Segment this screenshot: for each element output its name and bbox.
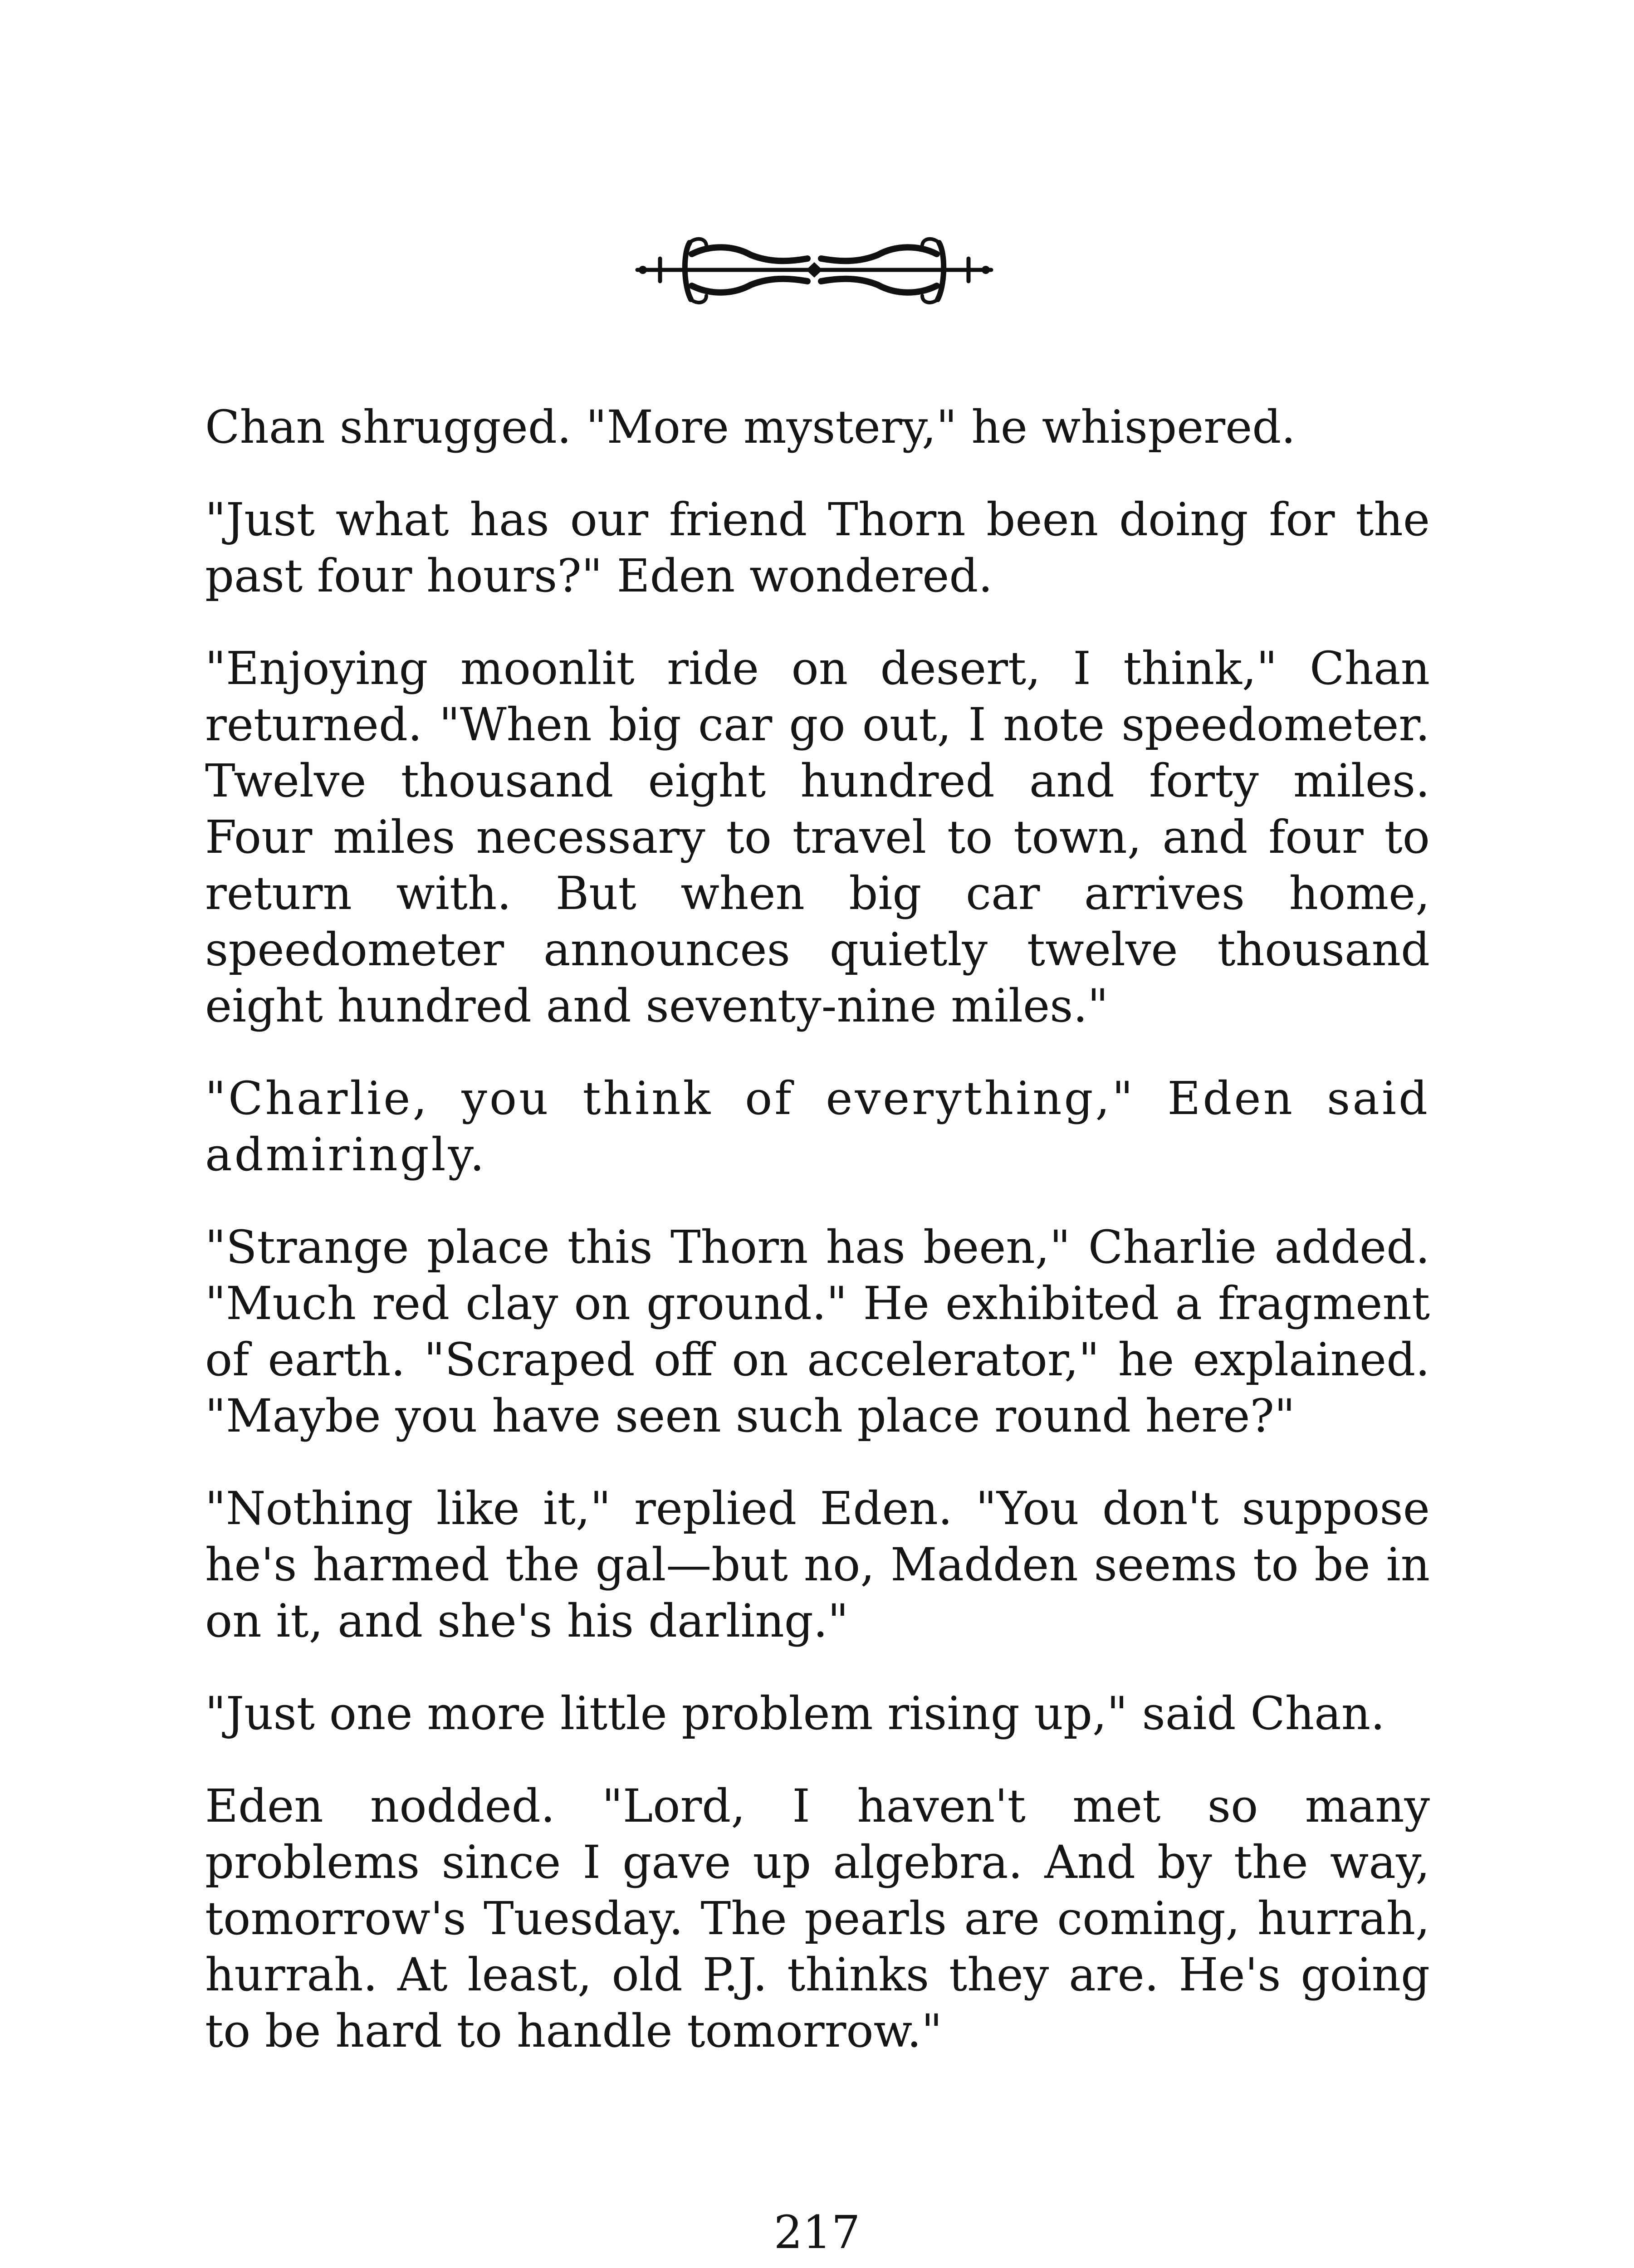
paragraph: Eden nodded. "Lord, I haven't met so many problems since I gave up algebra. And by the way, tomorrow's Tuesday. The pearls are coming, hurrah, hurrah. At least, old P.J. thinks they are. He's going to be hard to handle tomorrow." <box>205 1779 1430 2058</box>
paragraph: "Just one more little problem rising up," said Chan. <box>205 1687 1385 1740</box>
paragraph: "Just what has our friend Thorn been doing for the past four hours?" Eden wondered. <box>205 493 1430 602</box>
paragraph: "Enjoying moonlit ride on desert, I think," Chan returned. "When big car go out, I note speedometer. Twelve thousand eight hundred and forty miles. Four miles necessary to travel to town, and four to return with. But when big car arrives home, speedometer announces quietly twelve thousand eight hundred and seventy-nine miles." <box>205 642 1430 1032</box>
paragraph: "Charlie, you think of everything," Eden said admiringly. <box>205 1072 1430 1181</box>
ornamental-divider-icon <box>633 227 996 313</box>
paragraph: "Nothing like it," replied Eden. "You don't suppose he's harmed the gal—but no, Madden seems to be in on it, and she's his darling." <box>205 1482 1430 1647</box>
page-number: 217 <box>773 2206 861 2259</box>
chapter-text <box>205 399 1430 2096</box>
paragraph: Chan shrugged. "More mystery," he whispered. <box>205 401 1296 454</box>
paragraph: "Strange place this Thorn has been," Charlie added. "Much red clay on ground." He exhibited a fragment of earth. "Scraped off on accelerator," he explained. "Maybe you have seen such place round here?" <box>205 1221 1430 1442</box>
